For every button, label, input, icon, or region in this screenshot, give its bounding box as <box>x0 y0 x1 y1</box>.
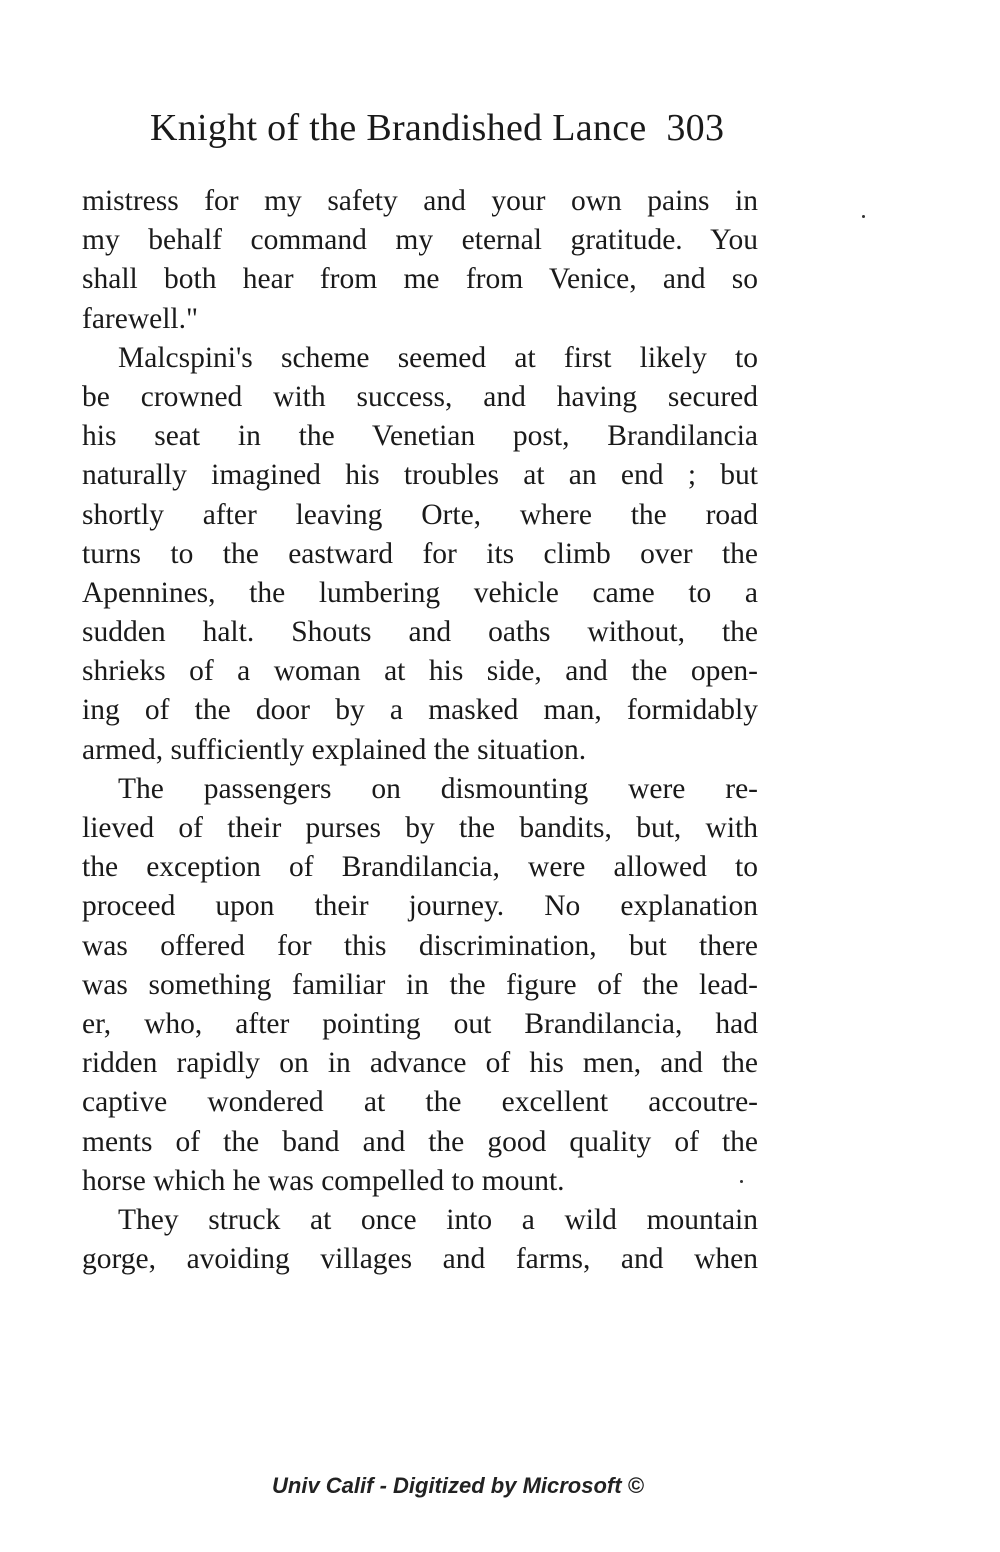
paragraph <box>82 770 758 1201</box>
text-line: naturally imagined his troubles at an end ; but <box>82 459 758 492</box>
text-line: shrieks of a woman at his side, and the open- <box>82 655 758 688</box>
text-line: ments of the band and the good quality of the <box>82 1125 758 1158</box>
text-line: The passengers on dismounting were re- <box>118 772 758 805</box>
text-line: was something familiar in the figure of the lead- <box>82 968 758 1001</box>
paragraph <box>82 339 758 770</box>
text-line: horse which he was compelled to mount. <box>82 1164 565 1197</box>
page-number: 303 <box>666 107 725 149</box>
scan-speck <box>862 215 865 218</box>
text-line: shortly after leaving Orte, where the road <box>82 498 758 531</box>
text-line: ridden rapidly on in advance of his men, and the <box>82 1047 758 1080</box>
text-line: armed, sufficiently explained the situation. <box>82 733 587 766</box>
text-line: ing of the door by a masked man, formidably <box>82 694 758 727</box>
text-line: the exception of Brandilancia, were allowed to <box>82 851 758 884</box>
text-line: mistress for my safety and your own pains in <box>82 185 758 217</box>
text-line: my behalf command my eternal gratitude. You <box>82 224 758 257</box>
text-line: Malcspini's scheme seemed at first likely to <box>118 341 758 374</box>
text-line: gorge, avoiding villages and farms, and when <box>82 1243 758 1276</box>
paragraph <box>82 1201 758 1279</box>
text-line: captive wondered at the excellent accoutre- <box>82 1086 758 1119</box>
running-head <box>150 106 762 150</box>
text-line: was offered for this discrimination, but there <box>82 929 758 962</box>
text-line: Apennines, the lumbering vehicle came to a <box>82 576 758 609</box>
text-line: turns to the eastward for its climb over the <box>82 537 758 570</box>
chapter-title: Knight of the Brandished Lance <box>150 107 647 149</box>
text-line: shall both hear from me from Venice, and so <box>82 263 758 296</box>
scan-speck <box>740 1180 743 1183</box>
text-line: They struck at once into a wild mountain <box>118 1203 758 1236</box>
text-line: be crowned with success, and having secured <box>82 380 758 413</box>
digitization-watermark: Univ Calif - Digitized by Microsoft © <box>272 1473 644 1498</box>
paragraph <box>82 182 758 339</box>
text-line: proceed upon their journey. No explanation <box>82 890 758 923</box>
body-text <box>82 182 758 1279</box>
text-line: farewell." <box>82 302 199 335</box>
text-line: sudden halt. Shouts and oaths without, the <box>82 616 758 649</box>
text-line: er, who, after pointing out Brandilancia, had <box>82 1007 758 1040</box>
text-line: lieved of their purses by the bandits, but, with <box>82 812 758 844</box>
text-line: his seat in the Venetian post, Brandilancia <box>82 420 758 453</box>
